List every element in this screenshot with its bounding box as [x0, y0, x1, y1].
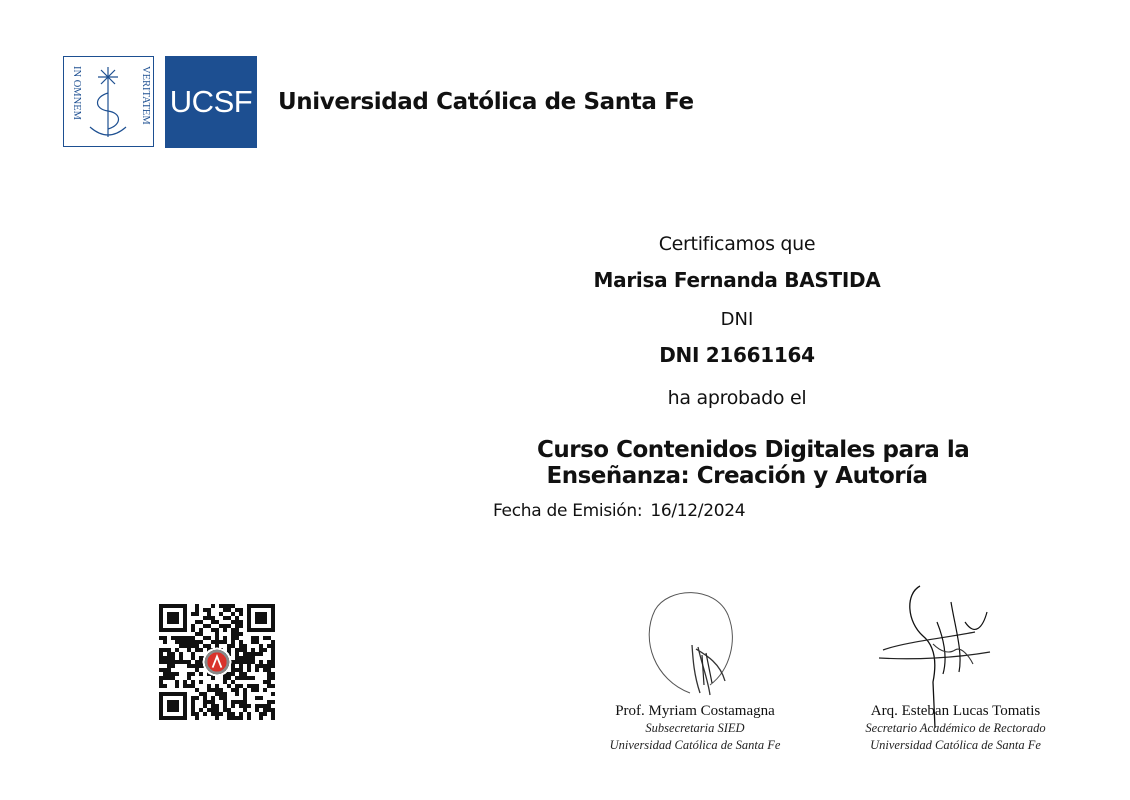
signature-block-1: [590, 703, 800, 754]
course-title-line-1: Curso Contenidos Digitales para la: [537, 437, 970, 463]
issue-date-label: Fecha de Emisión:: [493, 501, 643, 521]
university-logo: [165, 56, 257, 148]
signatory-name: Arq. Esteban Lucas Tomatis: [870, 703, 1041, 719]
emblem-left-text: IN OMNEM: [71, 66, 82, 120]
signatory-name: Prof. Myriam Costamagna: [615, 703, 775, 719]
issue-date: [493, 501, 745, 521]
emblem-right-text: VERITATEM: [140, 66, 151, 125]
verification-badge-icon: [203, 648, 232, 677]
verification-qr-code-icon[interactable]: [159, 604, 275, 720]
signature-block-2: [848, 703, 1063, 754]
course-title-line-2: Enseñanza: Creación y Autoría: [546, 463, 928, 489]
id-value: DNI 21661164: [659, 343, 815, 367]
signatory-institution: Universidad Católica de Santa Fe: [609, 738, 781, 752]
university-name: Universidad Católica de Santa Fe: [278, 89, 694, 115]
signatory-role: Secretario Académico de Rectorado: [865, 721, 1046, 735]
issue-date-value: 16/12/2024: [650, 501, 746, 521]
recipient-name: Marisa Fernanda BASTIDA: [593, 268, 881, 292]
id-label: DNI: [720, 309, 754, 330]
university-emblem-icon: [63, 56, 154, 147]
approved-text: ha aprobado el: [667, 387, 807, 409]
certificate-intro: Certificamos que: [658, 233, 816, 255]
logo-abbreviation: UCSF: [169, 84, 253, 119]
signature-1-scribble: [630, 585, 750, 705]
signatory-institution: Universidad Católica de Santa Fe: [870, 738, 1041, 752]
course-title: [537, 437, 970, 489]
signatory-role: Subsecretaria SIED: [645, 721, 745, 735]
